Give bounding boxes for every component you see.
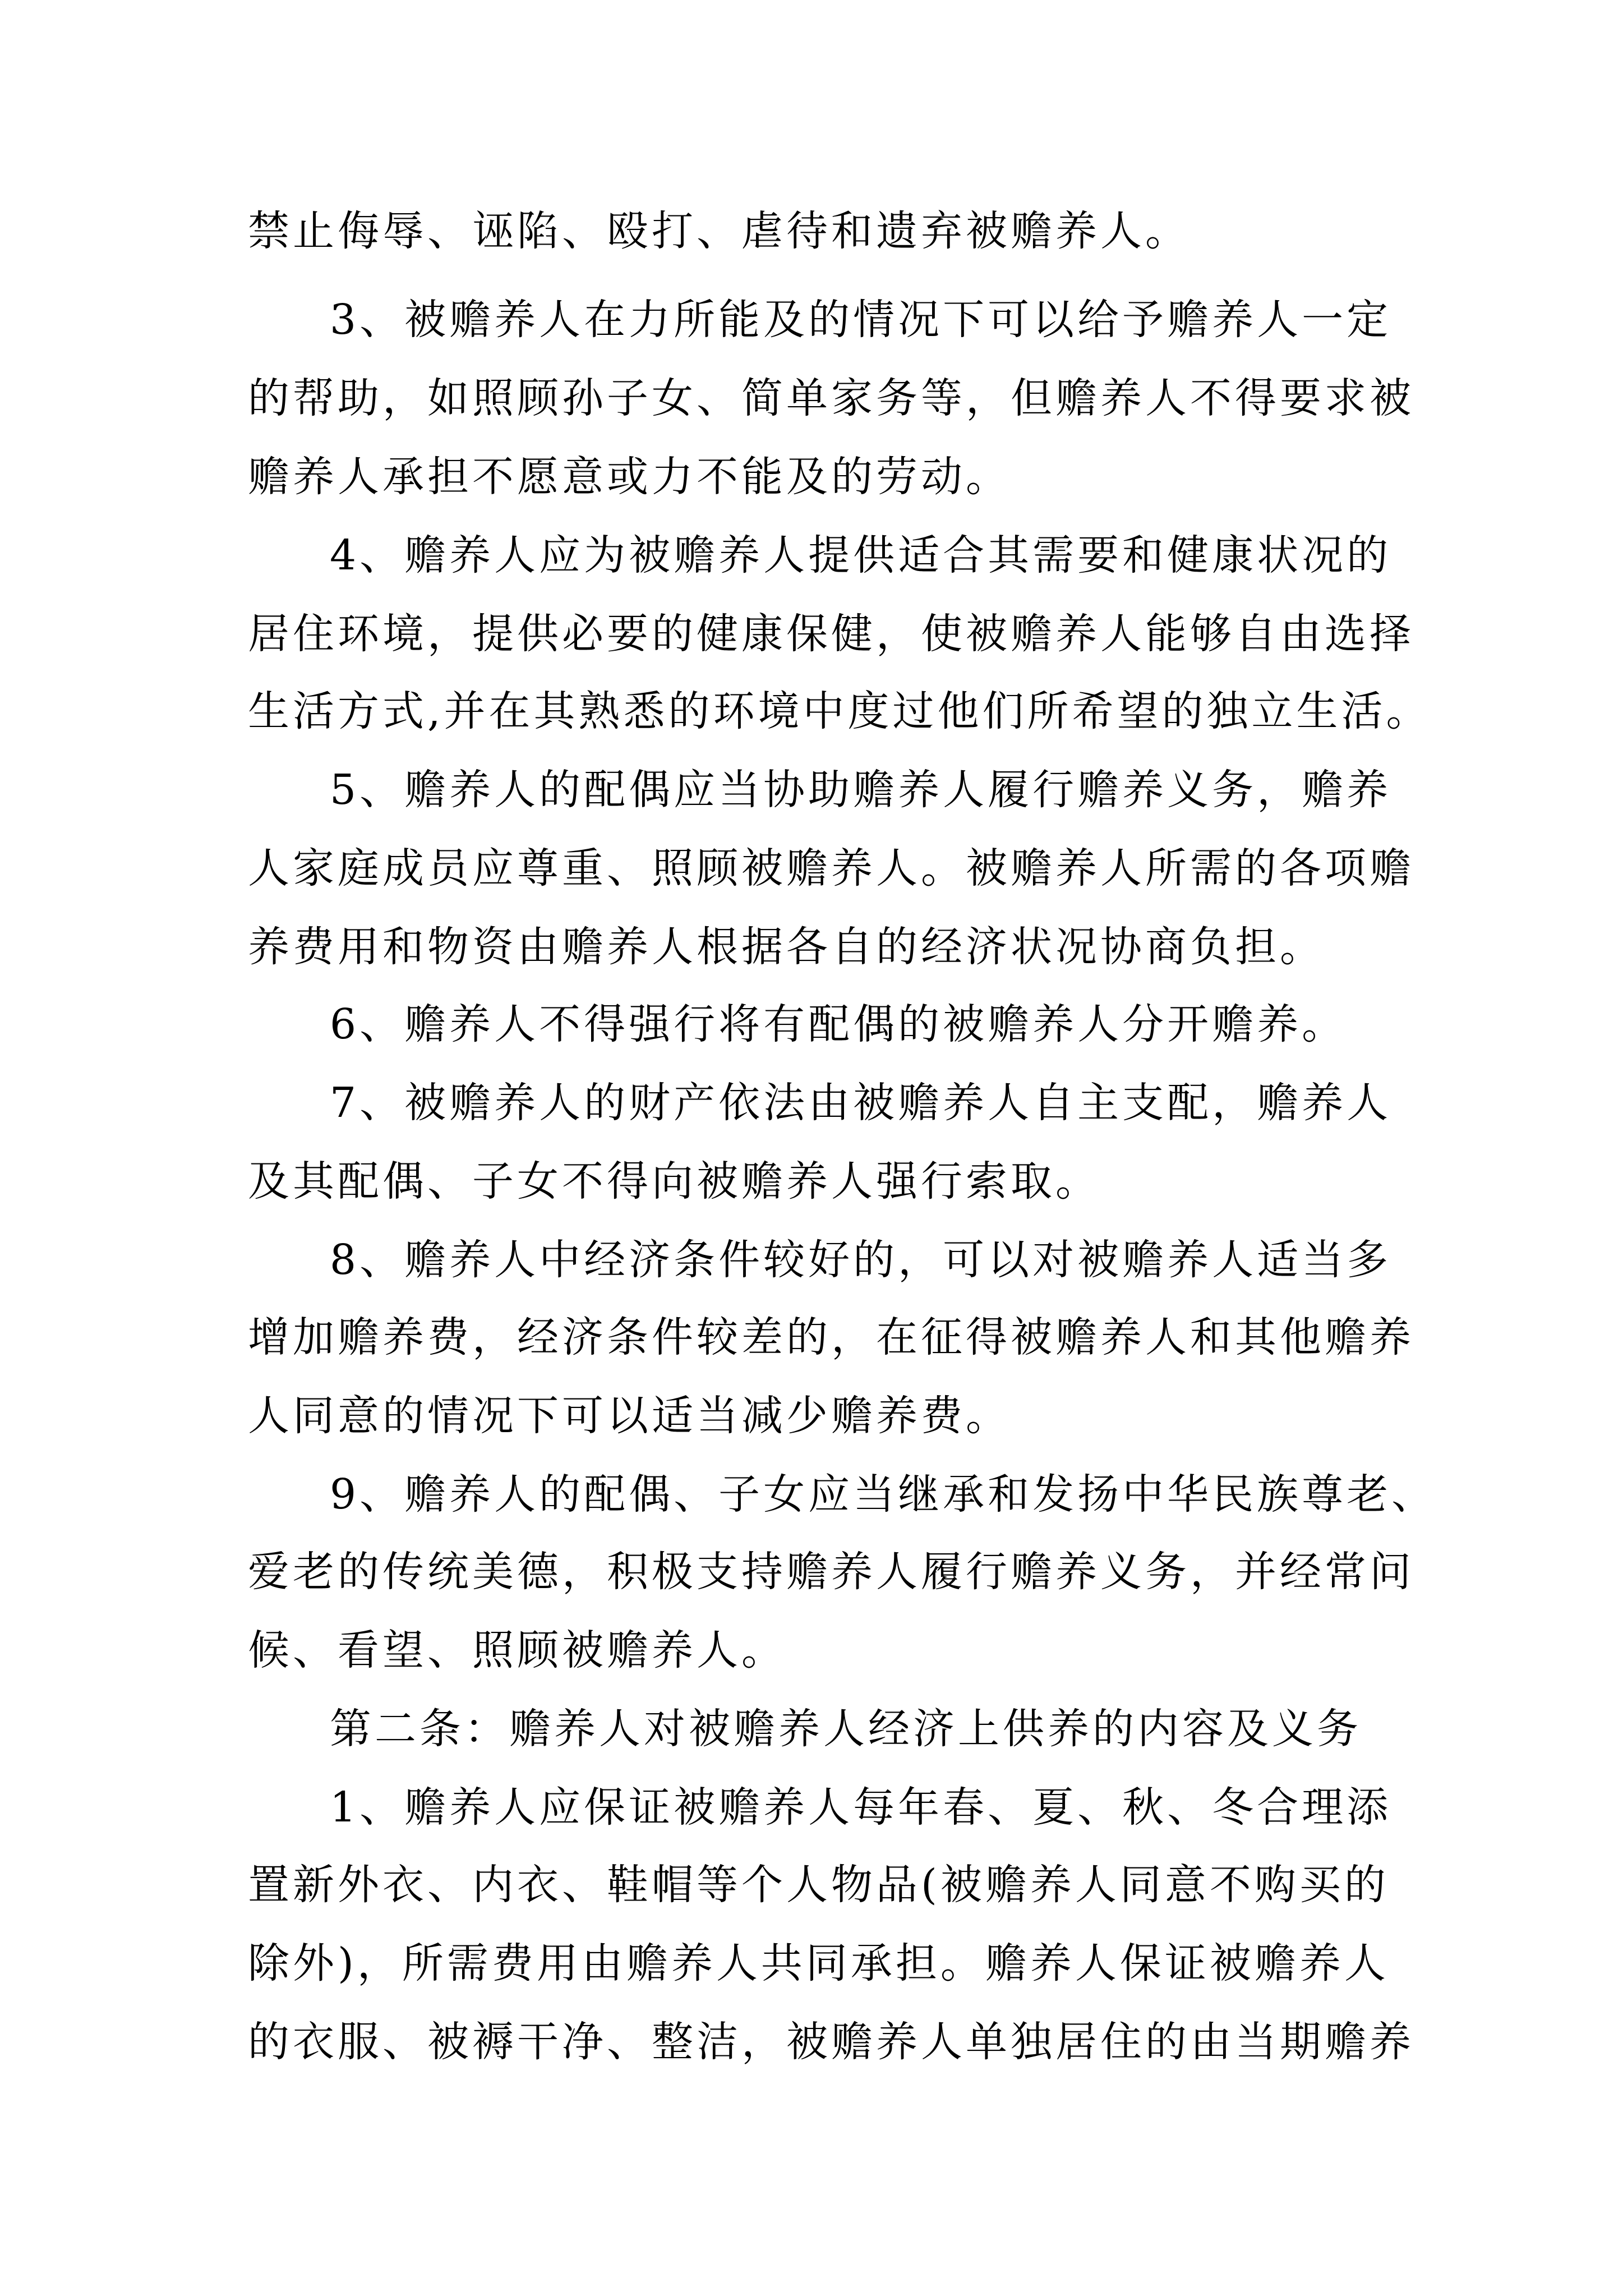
text-line: 8、赡养人中经济条件较好的，可以对被赡养人适当多	[330, 1236, 1392, 1284]
text-line: 除外)，所需费用由赡养人共同承担。赡养人保证被赡养人	[248, 1939, 1389, 1987]
text-line: 的帮助，如照顾孙子女、简单家务等，但赡养人不得要求被	[248, 374, 1414, 422]
text-line: 4、赡养人应为被赡养人提供适合其需要和健康状况的	[330, 531, 1392, 579]
text-line: 禁止侮辱、诬陷、殴打、虐待和遗弃被赡养人。	[248, 207, 1190, 255]
text-line: 爱老的传统美德，积极支持赡养人履行赡养义务，并经常问	[248, 1548, 1414, 1596]
text-line: 6、赡养人不得强行将有配偶的被赡养人分开赡养。	[330, 1000, 1347, 1048]
text-line: 赡养人承担不愿意或力不能及的劳动。	[248, 453, 1011, 501]
text-line: 生活方式,并在其熟悉的环境中度过他们所希望的独立生活。	[248, 687, 1431, 735]
text-line: 7、被赡养人的财产依法由被赡养人自主支配，赡养人	[330, 1079, 1392, 1127]
text-line: 5、赡养人的配偶应当协助赡养人履行赡养义务，赡养	[330, 766, 1392, 814]
text-line: 候、看望、照顾被赡养人。	[248, 1626, 786, 1674]
text-line: 置新外衣、内衣、鞋帽等个人物品(被赡养人同意不购买的	[248, 1861, 1389, 1909]
text-line: 的衣服、被褥干净、整洁，被赡养人单独居住的由当期赡养	[248, 2018, 1414, 2066]
text-line: 3、被赡养人在力所能及的情况下可以给予赡养人一定	[330, 296, 1392, 344]
section-heading: 第二条：赡养人对被赡养人经济上供养的内容及义务	[330, 1705, 1362, 1753]
text-line: 及其配偶、子女不得向被赡养人强行索取。	[248, 1157, 1100, 1205]
text-line: 增加赡养费，经济条件较差的，在征得被赡养人和其他赡养	[248, 1313, 1414, 1361]
text-line: 人家庭成员应尊重、照顾被赡养人。被赡养人所需的各项赡	[248, 844, 1414, 892]
text-line: 养费用和物资由赡养人根据各自的经济状况协商负担。	[248, 923, 1325, 971]
text-line: 人同意的情况下可以适当减少赡养费。	[248, 1392, 1011, 1440]
text-line: 1、赡养人应保证被赡养人每年春、夏、秋、冬合理添	[330, 1783, 1392, 1832]
text-line: 居住环境，提供必要的健康保健，使被赡养人能够自由选择	[248, 610, 1414, 658]
text-line: 9、赡养人的配偶、子女应当继承和发扬中华民族尊老、	[330, 1470, 1437, 1519]
